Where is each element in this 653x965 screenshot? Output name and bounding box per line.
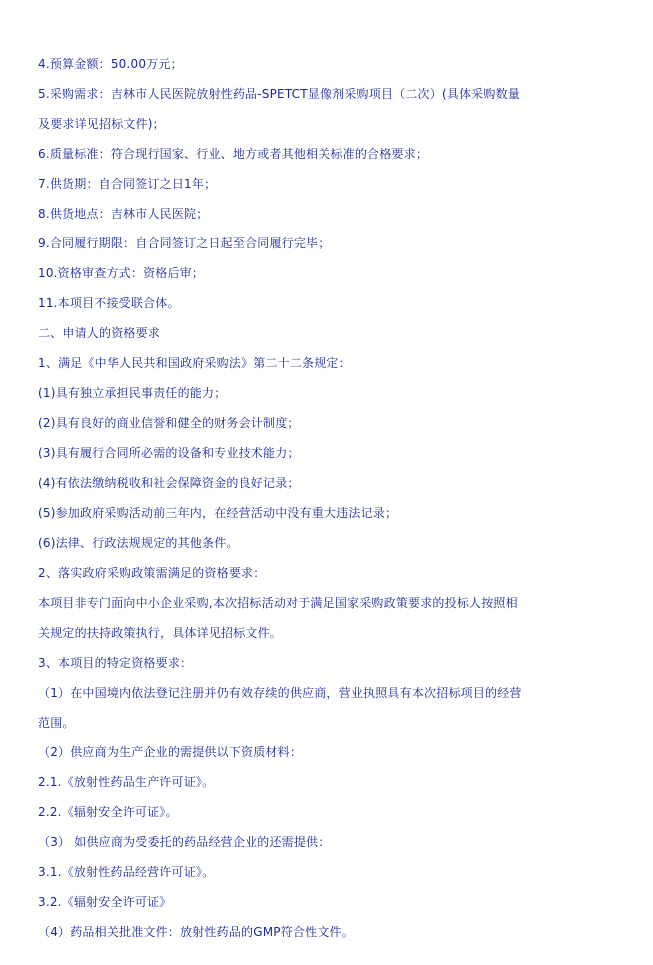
text-line: 4.预算金额：50.00万元； [38, 57, 183, 71]
text-line: 范围。 [38, 716, 75, 730]
section-heading: 二、申请人的资格要求 [38, 326, 161, 340]
text-line: 3、本项目的特定资格要求： [38, 656, 193, 670]
text-line: 3.1.《放射性药品经营许可证》。 [38, 865, 215, 879]
text-line: 2.1.《放射性药品生产许可证》。 [38, 775, 215, 789]
text-line: (1)具有独立承担民事责任的能力； [38, 386, 227, 400]
text-line: 5.采购需求：吉林市人民医院放射性药品-SPETCT显像剂采购项目（二次）(具体采购数量 [38, 87, 521, 101]
text-line: 1、满足《中华人民共和国政府采购法》第二十二条规定： [38, 356, 351, 370]
text-line: 8.供货地点：吉林市人民医院； [38, 207, 209, 221]
text-line: 关规定的扶持政策执行，具体详见招标文件。 [38, 626, 283, 640]
text-line: （2）供应商为生产企业的需提供以下资质材料： [38, 745, 303, 759]
text-line: （3） 如供应商为受委托的药品经营企业的还需提供： [38, 835, 331, 849]
text-line: 2.2.《辐射安全许可证》。 [38, 805, 178, 819]
text-line: 10.资格审查方式：资格后审； [38, 266, 205, 280]
text-line: (3)具有履行合同所必需的设备和专业技术能力； [38, 446, 300, 460]
text-line: 6.质量标准：符合现行国家、行业、地方或者其他相关标准的合格要求； [38, 147, 429, 161]
text-line: 本项目非专门面向中小企业采购,本次招标活动对于满足国家采购政策要求的投标人按照相 [38, 596, 518, 610]
text-line: 9.合同履行期限：自合同签订之日起至合同履行完毕； [38, 236, 331, 250]
text-line: 及要求详见招标文件)； [38, 117, 165, 131]
text-line: 7.供货期：自合同签订之日1年； [38, 177, 217, 191]
text-line: 3.2.《辐射安全许可证》 [38, 895, 172, 909]
text-line: (6)法律、行政法规规定的其他条件。 [38, 536, 239, 550]
text-line: （4）药品相关批准文件：放射性药品的GMP符合性文件。 [38, 925, 354, 939]
text-line: (5)参加政府采购活动前三年内，在经营活动中没有重大违法记录； [38, 506, 398, 520]
text-line: (2)具有良好的商业信誉和健全的财务会计制度； [38, 416, 300, 430]
text-line: 2、落实政府采购政策需满足的资格要求： [38, 566, 266, 580]
text-line: （1）在中国境内依法登记注册并仍有效存续的供应商，营业执照具有本次招标项目的经营 [38, 686, 522, 700]
text-line: (4)有依法缴纳税收和社会保障资金的良好记录； [38, 476, 300, 490]
text-line: 11.本项目不接受联合体。 [38, 296, 180, 310]
